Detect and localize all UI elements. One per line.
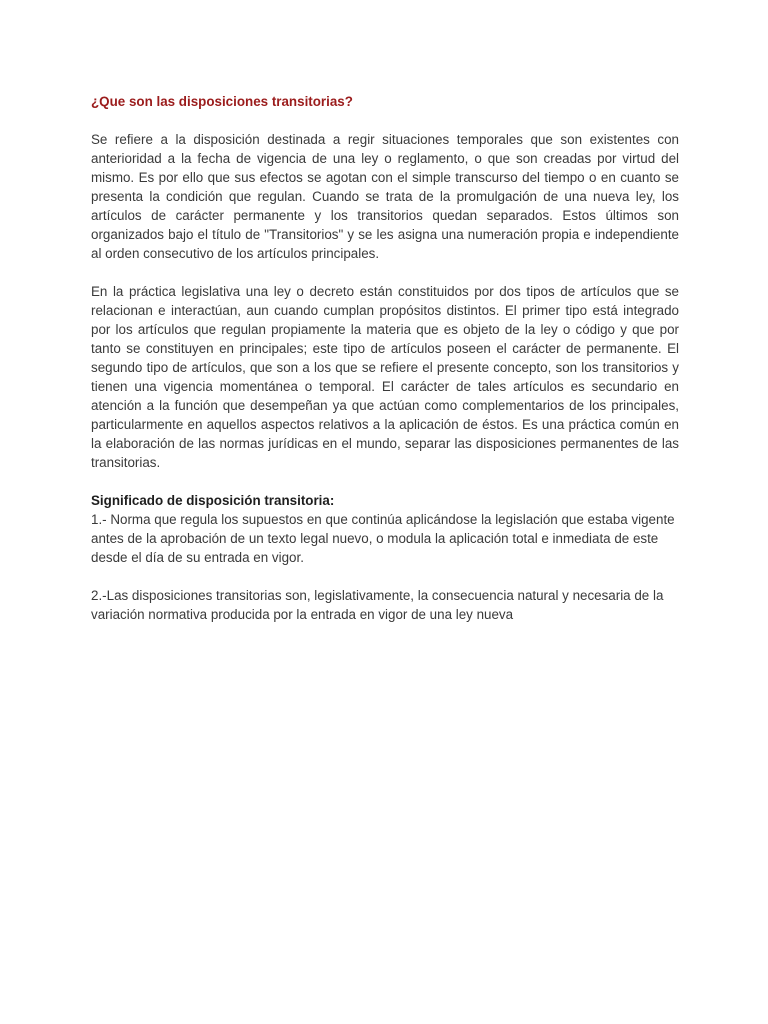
document-title: ¿Que son las disposiciones transitorias? — [91, 94, 353, 109]
list-item-2: 2.-Las disposiciones transitorias son, legislativamente, la consecuencia natural y necesaria de la variación normativa producida por la entrada en vigor de una ley nueva — [91, 588, 664, 622]
list-item-1: 1.- Norma que regula los supuestos en que continúa aplicándose la legislación que estaba vigente antes de la aprobación de un texto legal nuevo, o modula la aplicación total e inmediata de este desde el día de su entrada en vigor. — [91, 512, 675, 565]
section-subheading: Significado de disposición transitoria: — [91, 493, 335, 508]
document-page — [91, 92, 679, 624]
paragraph-legislative-practice: En la práctica legislativa una ley o decreto están constituidos por dos tipos de artículos que se relacionan e interactúan, aun cuando cumplan propósitos distintos. El primer tipo está integrado por los artículos que regulan propiamente la materia que es objeto de la ley o código y que por tanto se constituyen en principales; este tipo de artículos poseen el carácter de permanente. El segundo tipo de artículos, que son a los que se refiere el presente concepto, son los transitorios y tienen una vigencia momentánea o temporal. El carácter de tales artículos es secundario en atención a la función que desempeñan ya que actúan como complementarios de los principales, particularmente en aquellos aspectos relativos a la aplicación de éstos. Es una práctica común en la elaboración de las normas jurídicas en el mundo, separar las disposiciones permanentes de las transitorias. — [91, 284, 679, 470]
paragraph-definition: Se refiere a la disposición destinada a regir situaciones temporales que son existentes con anterioridad a la fecha de vigencia de una ley o reglamento, o que son creadas por virtud del mismo. Es por ello que sus efectos se agotan con el simple transcurso del tiempo o en cuanto se presenta la condición que regulan. Cuando se trata de la promulgación de una nueva ley, los artículos de carácter permanente y los transitorios quedan separados. Estos últimos son organizados bajo el título de "Transitorios" y se les asigna una numeración propia e independiente al orden consecutivo de los artículos principales. — [91, 132, 679, 261]
spacer — [91, 567, 679, 586]
